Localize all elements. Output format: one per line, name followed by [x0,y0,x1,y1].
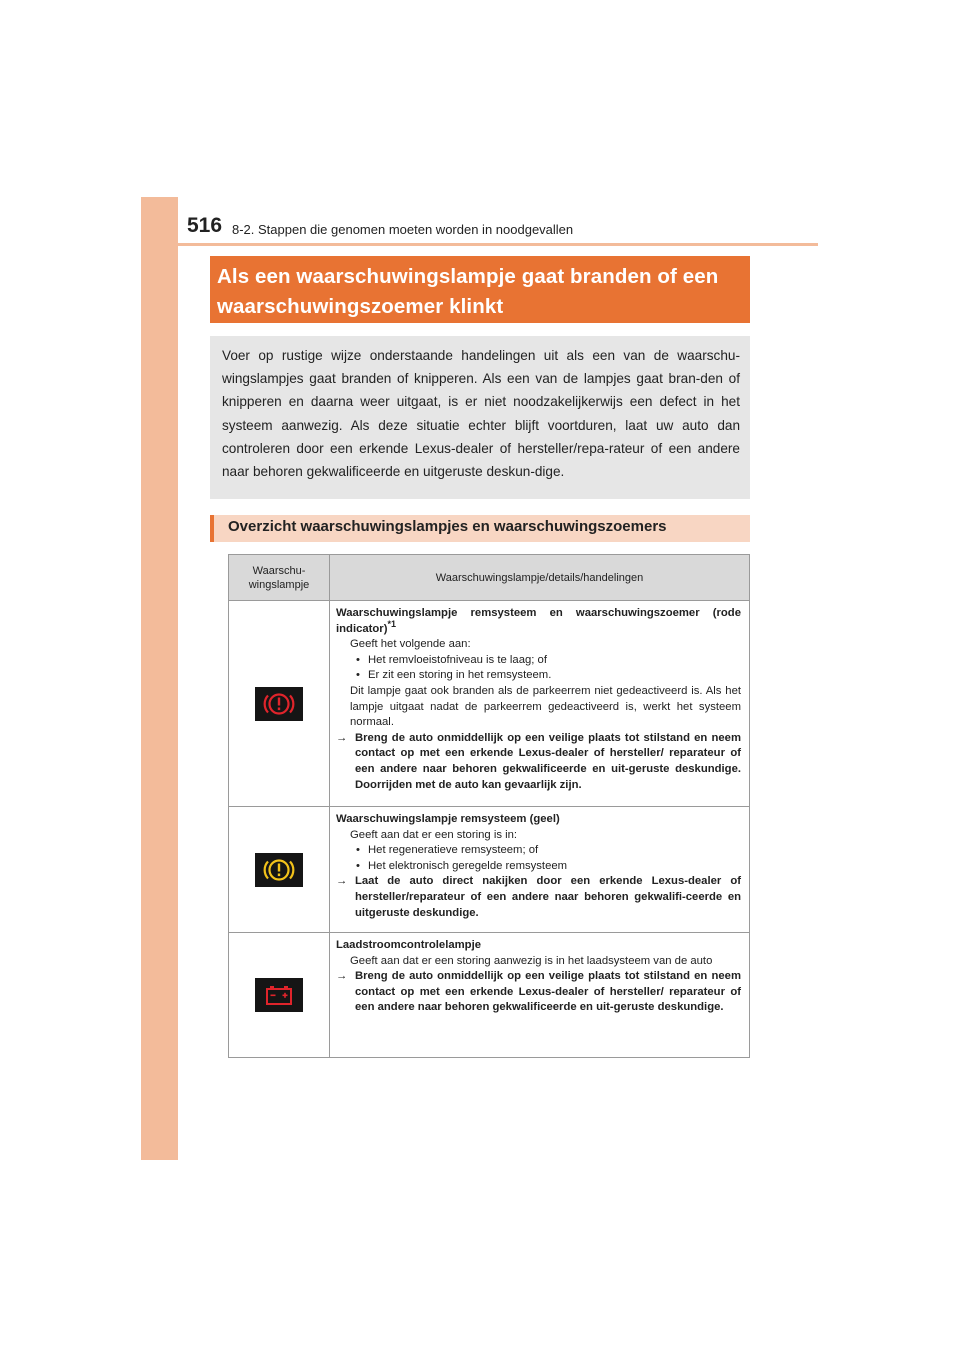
list-item: • Er zit een storing in het remsysteem. [356,669,552,682]
table-header-row [229,555,750,601]
list-item: • Het regeneratieve remsysteem; of [356,844,539,857]
chapter-title: 8-2. Stappen die genomen moeten worden in noodgevallen [232,222,574,237]
column-header-lamp: Waarschu- wingslampje [229,555,330,601]
lamp-action: → Breng de auto onmiddellijk op een veilige plaats tot stilstand en neem contact op met een erkende Lexus-dealer of hersteller/ reparateur of een andere naar behoren gekwalificeerde en uit-geruste deskundige. Doorrijden met de auto kan gevaarlijk zijn. [336,731,741,791]
lamp-cell [229,807,330,933]
arrow-right-icon: → [336,731,348,744]
arrow-right-icon: → [336,875,348,888]
table-row [229,807,750,933]
section-heading-line-1: Als een waarschuwingslampje gaat branden of een [217,265,719,288]
page-number: 516 [187,214,223,237]
lamp-cell [229,601,330,807]
intro-paragraph: Voer op rustige wijze onderstaande handelingen uit als een van de waarschu-wingslampjes gaat branden of knipperen. Als een van de lampjes gaat bran-den of knipperen en daarna weer uitgaat, is er niet noodzakelijkerwijs een defect in het systeem aanwezig. Als deze situatie echter blijft voortduren, laat uw auto dan controleren door een erkende Lexus-dealer of hersteller/repa-rateur of een andere naar behoren gekwalificeerde en uitgeruste deskun-dige. [210,336,750,499]
section-heading-line-2: waarschuwingszoemer klinkt [217,295,504,318]
arrow-right-icon: → [336,970,348,983]
footnote-marker: *1 [387,618,396,629]
brake-warning-red-icon [255,687,303,721]
details-cell [330,807,750,933]
side-tab-band [141,197,178,1160]
lamp-intro: Geeft aan dat er een storing aanwezig is in het laadsysteem van de auto [350,954,713,967]
brake-warning-yellow-icon [255,853,303,887]
list-item: • Het elektronisch geregelde remsysteem [356,859,568,872]
lamp-cell [229,933,330,1058]
lamp-action: → Laat de auto direct nakijken door een erkende Lexus-dealer of hersteller/reparateur of een andere naar behoren gekwalifi-ceerde en uitgeruste deskundige. [336,875,741,919]
details-cell [330,933,750,1058]
column-header-details: Waarschuwingslampje/details/handelingen [330,555,750,601]
lamp-intro: Geeft aan dat er een storing is in: [350,828,518,841]
lamp-title: Waarschuwingslampje remsysteem en waarschuwingszoemer (rode indicator)$^{*1}$ [336,607,741,635]
lamp-title: Waarschuwingslampje remsysteem (geel) [336,813,560,825]
subsection-heading: Overzicht waarschuwingslampjes en waarschuwingszoemers [210,515,750,542]
lamp-title: Laadstroomcontrolelampje [336,939,482,951]
table-row [229,601,750,807]
table-row [229,933,750,1058]
header-divider [178,243,818,246]
warning-lamp-table [228,554,750,1058]
battery-charge-icon [255,978,303,1012]
lamp-intro: Geeft het volgende aan: [350,638,471,651]
details-cell [330,601,750,807]
lamp-action: → Breng de auto onmiddellijk op een veilige plaats tot stilstand en neem contact op met een erkende Lexus-dealer of hersteller/ reparateur of een andere naar behoren gekwalificeerde en uit-geruste deskundige. [336,970,741,1014]
lamp-note: Dit lampje gaat ook branden als de parkeerrem niet gedeactiveerd is. Als het lampje uitgaat nadat de parkeerrem gedeactiveerd is, werkt het systeem normaal. [350,684,741,729]
list-item: • Het remvloeistofniveau is te laag; of [356,653,547,666]
section-heading [210,256,750,323]
